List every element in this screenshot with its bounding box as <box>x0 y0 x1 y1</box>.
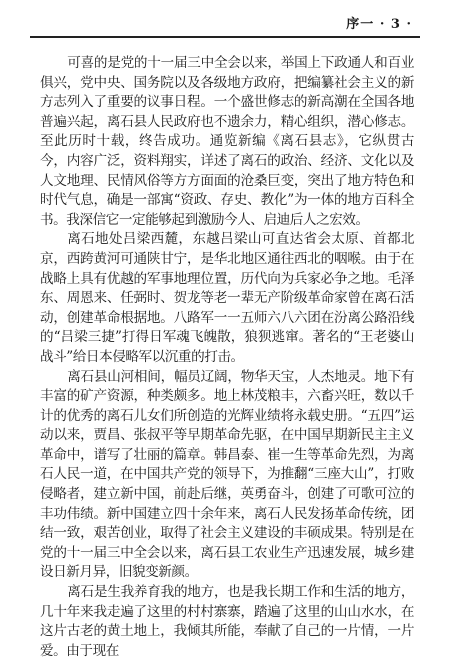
paragraph: 离石地处吕梁西麓，东越吕梁山可直达省会太原、首都北京，西跨黄河可通陕甘宁，是华北地区通往西北的咽喉。由于在战略上具有优越的军事地理位置，历代向为兵家必争之地。毛泽东、周恩来、任弼时、贺龙等老一辈无产阶级革命家曾在离石活动，创建革命根据地。八路军一一五师六八六团在汾离公路沿线的“吕梁三捷”打得日军魂飞魄散，狼狈逃窜。著名的“王老婆山战斗”给日本侵略军以沉重的打击。 <box>40 231 414 365</box>
preface-body <box>40 54 414 659</box>
paragraph: 离石县山河相间，幅员辽阔，物华天宝，人杰地灵。地下有丰富的矿产资源，种类颇多。地上林茂粮丰，六畜兴旺，数以千计的优秀的离石儿女们所创造的光辉业绩将永载史册。“五四”运动以来，贾昌、张叔平等早期革命先驱，在中国早期新民主主义革命中，谱写了壮丽的篇章。韩昌泰、崔一生等革命先烈，为离石人民一道，在中国共产党的领导下，为推翻“三座大山”，打败侵略者，建立新中国，前赴后继，英勇奋斗，创建了可歌可泣的丰功伟绩。新中国建立四十余年来，离石人民发扬革命传统，团结一致，艰苦创业，取得了社会主义建设的丰硕成果。特别是在党的十一届三中全会以来，离石县工农业生产迅速发展，城乡建设日新月异，旧貌变新颜。 <box>40 368 414 581</box>
section-title: 序一 <box>346 17 375 32</box>
page-number: · 3 · <box>379 17 412 32</box>
page-header <box>30 8 420 38</box>
running-head <box>346 13 412 32</box>
paragraph: 可喜的是党的十一届三中全会以来，举国上下政通人和百业俱兴，党中央、国务院以及各级地方政府，把编纂社会主义的新方志列入了重要的议事日程。一个盛世修志的新高潮在全国各地普遍兴起，离石县人民政府也不遗余力，精心组织，潜心修志。至此历时十载，终告成功。通览新编《离石县志》，它纵贯古今，内容广泛，资料翔实，详述了离石的政治、经济、文化以及人文地理、民情风俗等方方面面的沧桑巨变，突出了地方特色和时代气息，确是一部寓“资政、存史、教化”为一体的地方百科全书。我深信它一定能够起到激励今人、启迪后人之宏效。 <box>40 55 414 228</box>
paragraph: 离石是生我养育我的地方，也是我长期工作和生活的地方，几十年来我走遍了这里的村村寨寨，踏遍了这里的山山水水，在这片古老的黄土地上，我倾其所能，奉献了自己的一片情，一片爱。由于现在 <box>40 584 414 659</box>
